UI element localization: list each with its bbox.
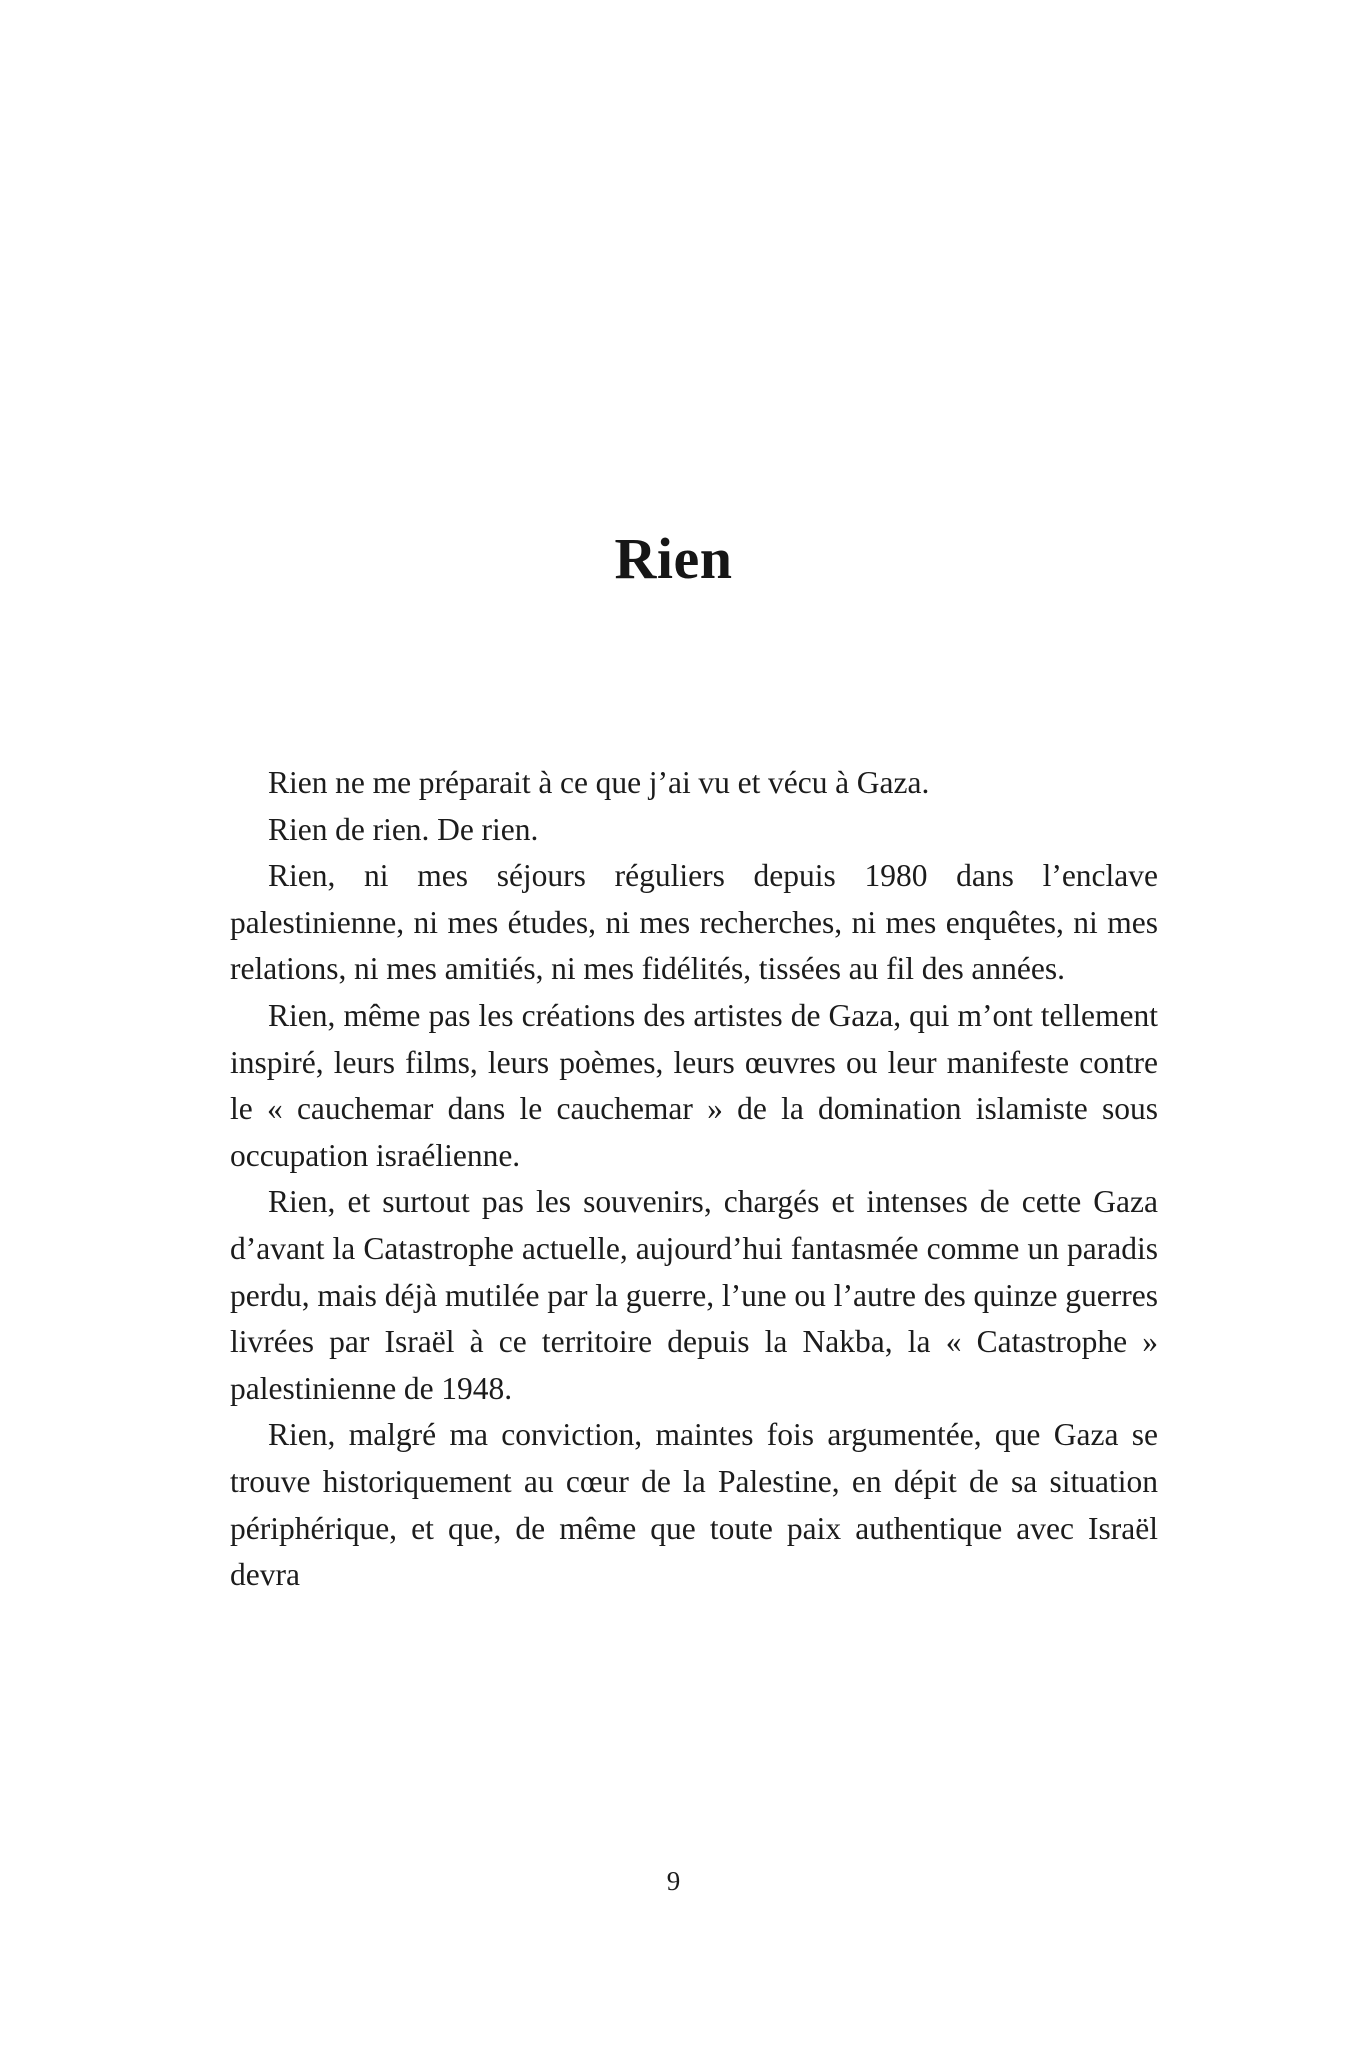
chapter-title: Rien (614, 525, 733, 591)
paragraph: Rien, ni mes séjours réguliers depuis 1980 dans l’enclave palestinienne, ni mes études, ni mes recherches, ni mes enquêtes, ni mes relations, ni mes amitiés, ni mes fidélités, tissées au fil des années. (230, 858, 1158, 987)
paragraph: Rien, et surtout pas les souvenirs, chargés et intenses de cette Gaza d’avant la Catastrophe actuelle, aujourd’hui fantasmée comme un paradis perdu, mais déjà mutilée par la guerre, l’une ou l’autre des quinze guerres livrées par Israël à ce territoire depuis la Nakba, la « Catastrophe » palestinienne de 1948. (230, 1184, 1158, 1406)
paragraph: Rien, même pas les créations des artistes de Gaza, qui m’ont tellement inspiré, leurs films, leurs poèmes, leurs œuvres ou leur manifeste contre le « cauchemar dans le cauchemar » de la domination islamiste sous occupation israélienne. (230, 997, 1158, 1173)
paragraph: Rien, malgré ma conviction, maintes fois argumentée, que Gaza se trouve historiquement au cœur de la Palestine, en dépit de sa situation périphérique, et que, de même que toute paix authentique avec Israël devra (230, 1417, 1158, 1593)
page-number: 9 (666, 1866, 681, 1896)
paragraph: Rien de rien. De rien. (268, 811, 539, 847)
body-text-block (230, 760, 1158, 1599)
paragraph: Rien ne me préparait à ce que j’ai vu et vécu à Gaza. (268, 765, 930, 800)
